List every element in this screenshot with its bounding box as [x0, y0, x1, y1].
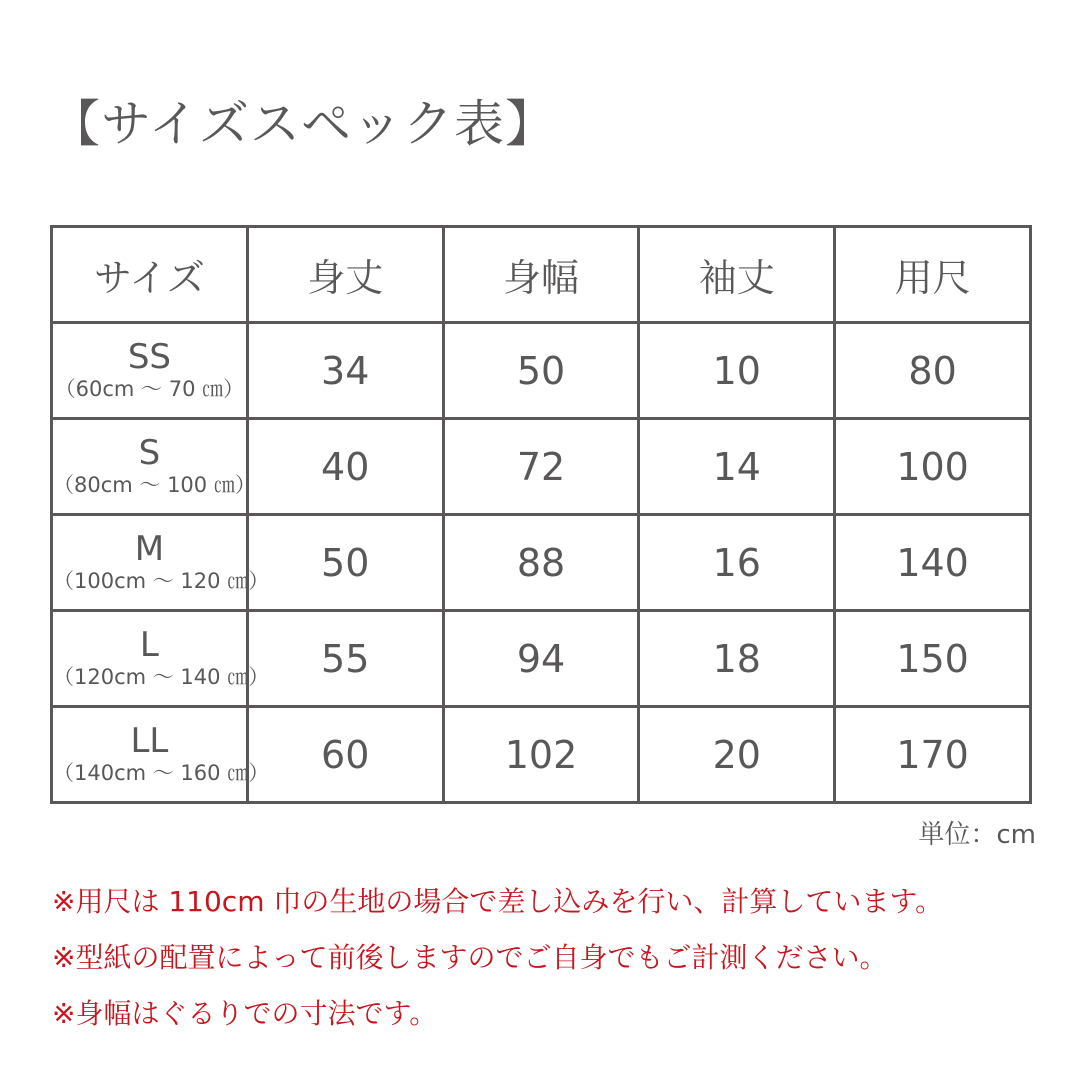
table-row [52, 323, 1031, 419]
sleeve-length-cell: 14 [639, 419, 835, 515]
table-row [52, 611, 1031, 707]
fabric-length-cell: 170 [835, 707, 1031, 803]
size-cell [52, 323, 248, 419]
body-width-cell: 50 [443, 323, 639, 419]
size-name: LL [130, 720, 169, 761]
body-width-cell: 102 [443, 707, 639, 803]
fabric-length-cell: 100 [835, 419, 1031, 515]
note-fabric-calculation: ※用尺は 110cm 巾の生地の場合で差し込みを行い、計算しています。 [52, 885, 944, 918]
fabric-length-cell: 140 [835, 515, 1031, 611]
size-name: S [138, 432, 161, 473]
size-range: （120cm 〜 140 ㎝） [53, 664, 270, 689]
body-length-cell: 34 [247, 323, 443, 419]
header-size: サイズ [52, 227, 248, 323]
size-range: （100cm 〜 120 ㎝） [53, 568, 270, 593]
body-width-cell: 72 [443, 419, 639, 515]
page-title: 【サイズスペック表】 [50, 95, 556, 153]
body-length-cell: 50 [247, 515, 443, 611]
size-cell [52, 419, 256, 515]
body-width-cell: 94 [443, 611, 639, 707]
table-row [52, 419, 1031, 515]
size-range: （60cm 〜 70 ㎝） [54, 376, 245, 401]
sleeve-length-cell: 18 [639, 611, 835, 707]
body-width-cell: 88 [443, 515, 639, 611]
body-length-cell: 40 [247, 419, 443, 515]
header-body-length: 身丈 [247, 227, 443, 323]
body-length-cell: 60 [247, 707, 443, 803]
table-row [52, 515, 1031, 611]
notes [52, 878, 943, 1046]
sleeve-length-cell: 16 [639, 515, 835, 611]
header-body-width: 身幅 [443, 227, 639, 323]
fabric-length-cell: 80 [835, 323, 1031, 419]
size-cell [52, 707, 270, 803]
sleeve-length-cell: 10 [639, 323, 835, 419]
size-name: M [134, 528, 165, 569]
size-spec-table [50, 225, 1032, 804]
size-range: （140cm 〜 160 ㎝） [53, 760, 270, 785]
size-name: L [139, 624, 159, 665]
size-name: SS [127, 336, 171, 377]
table-header-row [52, 227, 1031, 323]
body-length-cell: 55 [247, 611, 443, 707]
table-row [52, 707, 1031, 803]
header-fabric-length: 用尺 [835, 227, 1031, 323]
size-cell [52, 515, 270, 611]
unit-label: 単位：cm [918, 820, 1036, 850]
note-pattern-placement: ※型紙の配置によって前後しますのでご自身でもご計測ください。 [52, 941, 888, 974]
fabric-length-cell: 150 [835, 611, 1031, 707]
sleeve-length-cell: 20 [639, 707, 835, 803]
note-body-width: ※身幅はぐるりでの寸法です。 [52, 997, 438, 1030]
size-range: （80cm 〜 100 ㎝） [53, 472, 256, 497]
header-sleeve-length: 袖丈 [639, 227, 835, 323]
size-cell [52, 611, 270, 707]
